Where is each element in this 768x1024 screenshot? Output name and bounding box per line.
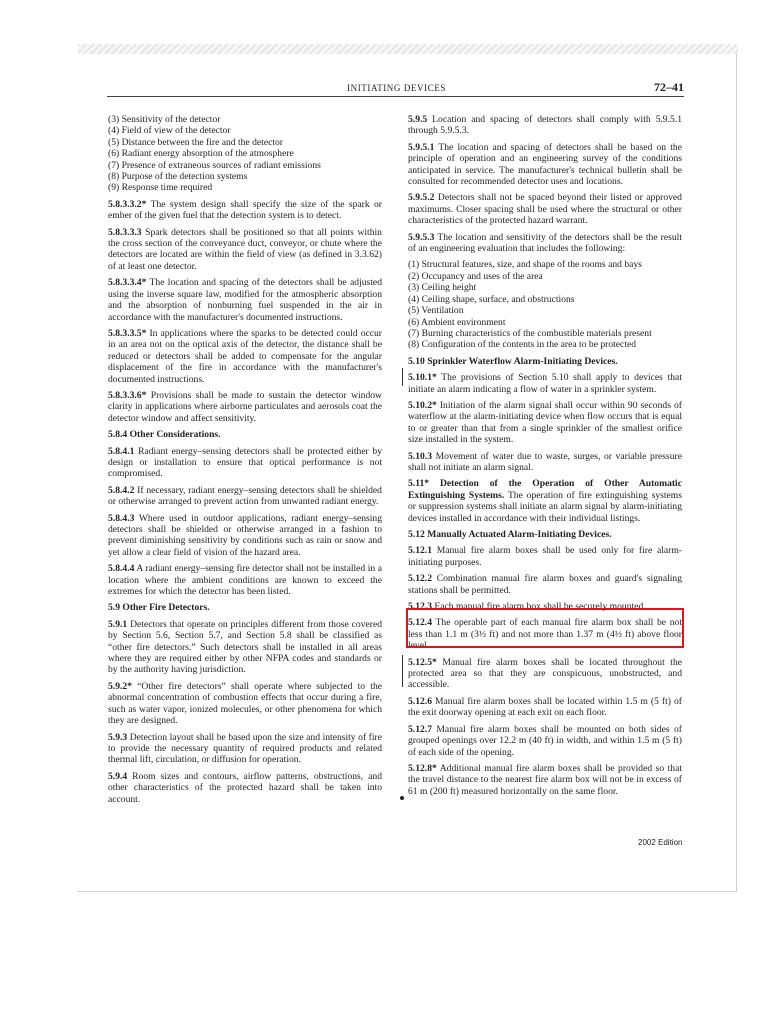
paragraph-text: Detectors shall not be spaced beyond their listed or approved maximums. Closer spacing shall be used where the structural or other characteristics of the protected hazard warrant. xyxy=(408,192,682,227)
paragraph-text: Detection layout shall be based upon the size and intensity of fire to provide the necessary quantity of required products and related thermal lift, circulation, or diffusion for operation. xyxy=(108,731,382,766)
margin-dot xyxy=(400,796,404,800)
paragraph-number: 5.12.8* xyxy=(408,762,437,774)
paragraph-number: 5.9.3 xyxy=(108,731,128,743)
paragraph xyxy=(408,400,682,446)
paragraph-text: The location and spacing of the detectors shall be adjusted using the inverse square law, modified for the atmospheric absorption and the absorption of nonburning fuel suspended in the air in accordance with the manufacturer's documented instructions. xyxy=(108,277,382,323)
list-item: (6) Ambient environment xyxy=(408,316,506,328)
highlight-box-5-12-4 xyxy=(406,608,684,648)
paragraph-number: 5.10.1* xyxy=(408,372,437,384)
paragraph xyxy=(108,513,382,559)
paragraph-number: 5.12.5* xyxy=(408,656,437,668)
section-heading: 5.8.4 Other Considerations. xyxy=(108,429,221,441)
list-item: (7) Burning characteristics of the combustible materials present xyxy=(408,327,652,339)
paragraph-text: “Other fire detectors” shall operate where subjected to the abnormal concentration of combustion effects that occur during a fire, such as water vapor, ionized molecules, or other phenomena for which they are designed. xyxy=(108,680,382,727)
paragraph-text: Location and spacing of detectors shall comply with 5.9.5.1 through 5.9.5.3. xyxy=(408,114,682,137)
list-item: (3) Sensitivity of the detector xyxy=(108,114,221,125)
list-item: (6) Radiant energy absorption of the atmosphere xyxy=(108,148,294,160)
paragraph-number: 5.8.3.3.3 xyxy=(108,226,142,238)
paragraph-title: Detection of the Operation of Other Automatic Extinguishing Systems. xyxy=(408,478,682,501)
paragraph xyxy=(408,478,682,524)
paragraph-number: 5.10.2* xyxy=(408,399,437,411)
list-item: (5) Distance between the fire and the detector xyxy=(108,136,284,148)
paragraph-text: Additional manual fire alarm boxes shall be provided so that the travel distance to the nearest fire alarm box will not be in excess of 61 m (200 ft) measured horizontally on the same floor. xyxy=(408,762,682,797)
paragraph-number: 5.9.1 xyxy=(108,618,128,630)
page-number: 72–41 xyxy=(654,80,684,94)
paragraph-number: 5.9.4 xyxy=(108,770,128,782)
list-item: (9) Response time required xyxy=(108,182,213,194)
paragraph-number: 5.8.3.3.2* xyxy=(108,198,147,210)
paragraph-number: 5.8.4.3 xyxy=(108,512,135,524)
paragraph xyxy=(408,573,682,596)
paragraph-number: 5.8.4.4 xyxy=(108,563,135,575)
paragraph-text: Room sizes and contours, airflow patterns, obstructions, and other characteristics of the protected hazard shall be taken into account. xyxy=(108,770,382,805)
paragraph-text: The system design shall specify the size of the spark or ember of the given fuel that the detection system is to detect. xyxy=(108,198,382,222)
paragraph-text: If necessary, radiant energy–sensing detectors shall be shielded or otherwise arranged to prevent action from unwanted radiant energy. xyxy=(108,484,382,508)
list-item: (8) Purpose of the detection systems xyxy=(108,171,248,183)
list-item: (1) Structural features, size, and shape of the rooms and bays xyxy=(408,259,642,271)
paragraph-text: The location and sensitivity of the detectors shall be the result of an engineering evaluation that includes the following: xyxy=(408,231,682,255)
list-item: (8) Configuration of the contents in the area to be protected xyxy=(408,339,637,351)
paragraph-text: Detectors that operate on principles different from those covered by Section 5.6, Section 5.7, and Section 5.8 shall be classified as “other fire detectors.” Such detectors shall be installed in all areas where they are required either by other NFPA codes and standards or by the authority having jurisdiction. xyxy=(108,618,382,676)
section-heading: 5.12 Manually Actuated Alarm-Initiating Devices. xyxy=(408,529,612,540)
paragraph-text: The provisions of Section 5.10 shall apply to devices that initiate an alarm indicating a flow of water in a sprinkler system. xyxy=(408,372,682,395)
paragraph-text: The operation of fire extinguishing systems or suppression systems shall initiate an alarm signal by alarm-initiating devices installed in accordance with their individual listings. xyxy=(408,489,682,524)
list-item: (2) Occupancy and uses of the area xyxy=(408,270,543,282)
paragraph xyxy=(108,771,382,805)
running-header-title: INITIATING DEVICES xyxy=(347,83,447,93)
paragraph xyxy=(408,232,682,255)
paragraph xyxy=(408,114,682,137)
paragraph xyxy=(408,696,682,719)
paragraph-number: 5.12.3 xyxy=(408,601,432,613)
paragraph-number: 5.8.3.3.4* xyxy=(108,277,147,289)
paragraph-text: Spark detectors shall be positioned so that all points within the cross section of the conveyance duct, conveyor, or chute where the detectors are located are within the field of view (as defined in 3.3.62) of at least one detector. xyxy=(108,226,382,272)
section-heading: 5.10 Sprinkler Waterflow Alarm-Initiating Devices. xyxy=(408,355,618,367)
paragraph-text: Initiation of the alarm signal shall occur within 90 seconds of waterflow at the alarm-initiating device when flow occurs that is equal to or greater than that from a single sprinkler of the smallest orifice size installed in the system. xyxy=(408,399,682,446)
paragraph-text: Each manual fire alarm box shall be securely mounted. xyxy=(434,601,646,613)
paragraph-number: 5.11* xyxy=(408,478,430,490)
paragraph-number: 5.9.5.3 xyxy=(408,231,435,243)
paragraph xyxy=(108,732,382,766)
paragraph-number: 5.9.5 xyxy=(408,114,428,125)
right-column xyxy=(408,114,682,802)
paragraph-text: Manual fire alarm boxes shall be located throughout the protected area so that they are conspicuous, unobstructed, and accessible. xyxy=(408,656,682,691)
paragraph xyxy=(108,681,382,727)
paragraph xyxy=(408,192,682,226)
paragraph xyxy=(408,372,682,395)
list-item: (4) Field of view of the detector xyxy=(108,125,231,137)
paragraph xyxy=(108,619,382,676)
paragraph-number: 5.12.2 xyxy=(408,573,432,585)
paragraph-number: 5.12.7 xyxy=(408,723,432,735)
paragraph-text: Manual fire alarm boxes shall be used only for fire alarm-initiating purposes. xyxy=(408,545,682,568)
paragraph xyxy=(408,545,682,568)
revision-bar xyxy=(402,655,403,687)
paragraph-text: Where used in outdoor applications, radiant energy–sensing detectors shall be shielded or otherwise arranged in a fashion to prevent diminishing sensitivity by conditions such as rain or snow and yet allow a clear field of vision of the hazard area. xyxy=(108,512,382,558)
paragraph-text: Manual fire alarm boxes shall be located within 1.5 m (5 ft) of the exit doorway opening at each exit on each floor. xyxy=(408,695,682,719)
list-item: (5) Ventilation xyxy=(408,305,464,317)
edition-label: 2002 Edition xyxy=(638,838,683,847)
paragraph-text: Movement of water due to waste, surges, or variable pressure shall not initiate an alarm signal. xyxy=(408,450,682,473)
paragraph-text: Combination manual fire alarm boxes and guard's signaling stations shall be permitted. xyxy=(408,573,682,596)
header-rule xyxy=(107,96,684,97)
paragraph-text: Provisions shall be made to sustain the detector window clarity in applications where airborne particulates and aerosols coat the detector window and affect sensitivity. xyxy=(108,389,382,424)
paragraph xyxy=(108,446,382,480)
paragraph-text: A radiant energy–sensing fire detector shall not be installed in a location where the ambient conditions are known to exceed the extremes for which the detector has been listed. xyxy=(108,563,382,598)
paragraph-number: 5.12.6 xyxy=(408,695,432,707)
paragraph-number: 5.8.3.3.6* xyxy=(108,389,147,401)
list-item: (3) Ceiling height xyxy=(408,282,477,294)
paragraph-text: In applications where the sparks to be detected could occur in an area not on the optical axis of the detector, the distance shall be reduced or detectors shall be added to compensate for the angular displacement of the fire in accordance with the manufacturer's documented instructions. xyxy=(108,327,383,385)
paragraph-number: 5.9.2* xyxy=(108,680,132,692)
paragraph-number: 5.8.4.2 xyxy=(108,484,135,496)
paragraph xyxy=(408,657,682,691)
paragraph xyxy=(108,227,382,273)
paragraph xyxy=(108,328,382,385)
left-column xyxy=(108,114,382,810)
paragraph-text: Manual fire alarm boxes shall be mounted on both sides of grouped openings over 12.2 m (40 ft) in width, and within 1.5 m (5 ft) of each side of the opening. xyxy=(408,723,682,758)
paragraph-text: Radiant energy–sensing detectors shall be protected either by design or installation to ensure that optical performance is not compromised. xyxy=(108,445,382,480)
item-list xyxy=(108,114,382,194)
paragraph xyxy=(408,451,682,474)
paragraph xyxy=(108,390,382,424)
paragraph xyxy=(408,763,682,797)
paragraph-number: 5.12.1 xyxy=(408,545,432,557)
paragraph-number: 5.9.5.1 xyxy=(408,141,435,153)
paragraph-number: 5.12.4 xyxy=(408,617,432,629)
list-item: (4) Ceiling shape, surface, and obstructions xyxy=(408,293,575,305)
paragraph xyxy=(108,277,382,323)
section-heading: 5.9 Other Fire Detectors. xyxy=(108,602,210,614)
paragraph-text: The operable part of each manual fire alarm box shall be not less than 1.1 m (3½ ft) and not more than 1.37 m (4½ ft) above floor level. xyxy=(408,617,682,652)
paragraph xyxy=(108,563,382,597)
paragraph xyxy=(408,142,682,188)
paragraph xyxy=(108,199,382,222)
item-list xyxy=(408,259,682,350)
list-item: (7) Presence of extraneous sources of radiant emissions xyxy=(108,159,321,171)
page-top-band xyxy=(78,44,738,54)
paragraph-number: 5.10.3 xyxy=(408,450,432,462)
paragraph-number: 5.9.5.2 xyxy=(408,192,435,204)
revision-bar xyxy=(402,368,403,386)
paragraph-number: 5.8.3.3.5* xyxy=(108,327,147,339)
paragraph-text: The location and spacing of detectors shall be based on the principle of operation and an engineering survey of the conditions anticipated in service. The manufacturer's technical bulletin shall be consulted for recommended detector uses and locations. xyxy=(408,141,682,188)
paragraph xyxy=(408,724,682,758)
paragraph-number: 5.8.4.1 xyxy=(108,445,135,457)
paragraph xyxy=(108,485,382,508)
